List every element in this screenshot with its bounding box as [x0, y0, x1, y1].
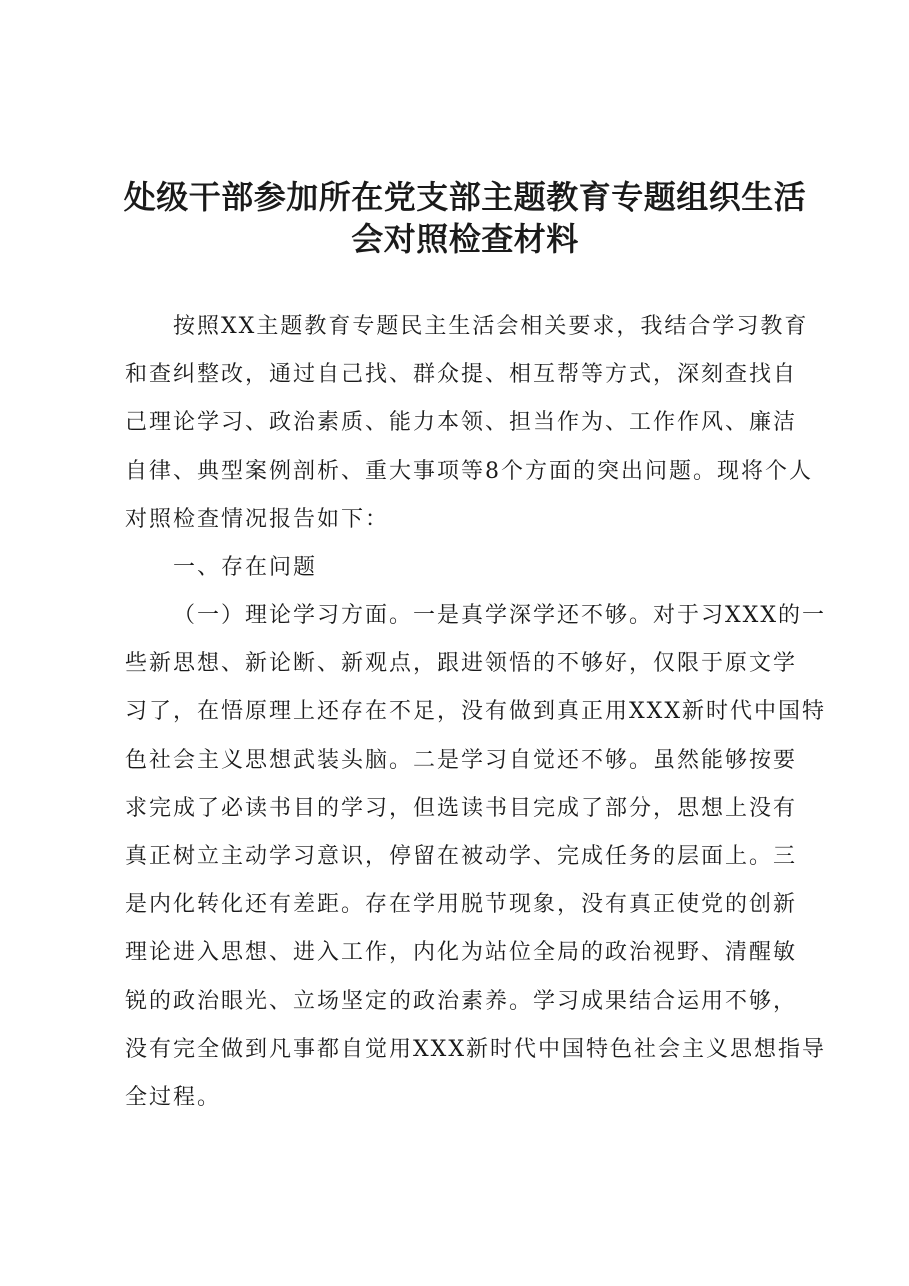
subsection-line: 求完成了必读书目的学习，但选读书目完成了部分，思想上没有 — [125, 795, 798, 821]
subsection-line: 理论进入思想、进入工作，内化为站位全局的政治视野、清醒敏 — [125, 940, 798, 966]
section-heading-block — [125, 544, 825, 592]
subsection-line: 习了，在悟原理上还存在不足，没有做到真正用XXX新时代中国特 — [125, 699, 826, 725]
title-line-1: 处级干部参加所在党支部主题教育专题组织生活 — [123, 178, 807, 216]
subsection-line: 全过程。 — [125, 1084, 222, 1110]
title-line-2: 会对照检查材料 — [351, 220, 579, 258]
subsection-line: 些新思想、新论断、新观点，跟进领悟的不够好，仅限于原文学 — [125, 651, 798, 677]
intro-line: 自律、典型案例剖析、重大事项等8个方面的突出问题。现将个人 — [125, 458, 813, 484]
subsection-line: 没有完全做到凡事都自觉用XXX新时代中国特色社会主义思想指导 — [125, 1036, 826, 1062]
intro-line: 对照检查情况报告如下： — [125, 506, 390, 532]
intro-line: 和查纠整改，通过自己找、群众提、相互帮等方式，深刻查找自 — [125, 362, 798, 388]
document-title — [110, 176, 820, 260]
intro-paragraph — [125, 303, 825, 544]
subsection-line: （一）理论学习方面。一是真学深学还不够。对于习XXX的一 — [173, 603, 826, 628]
section-heading: 一、存在问题 — [173, 555, 318, 580]
subsection-paragraph — [125, 592, 825, 1122]
subsection-line: 锐的政治眼光、立场坚定的政治素养。学习成果结合运用不够， — [125, 988, 798, 1014]
subsection-line: 色社会主义思想武装头脑。二是学习自觉还不够。虽然能够按要 — [125, 747, 798, 773]
intro-line: 按照XX主题教育专题民主生活会相关要求，我结合学习教育 — [173, 314, 809, 339]
subsection-line: 是内化转化还有差距。存在学用脱节现象，没有真正使党的创新 — [125, 892, 798, 918]
intro-line: 己理论学习、政治素质、能力本领、担当作为、工作作风、廉洁 — [125, 410, 798, 436]
subsection-line: 真正树立主动学习意识，停留在被动学、完成任务的层面上。三 — [125, 843, 798, 869]
